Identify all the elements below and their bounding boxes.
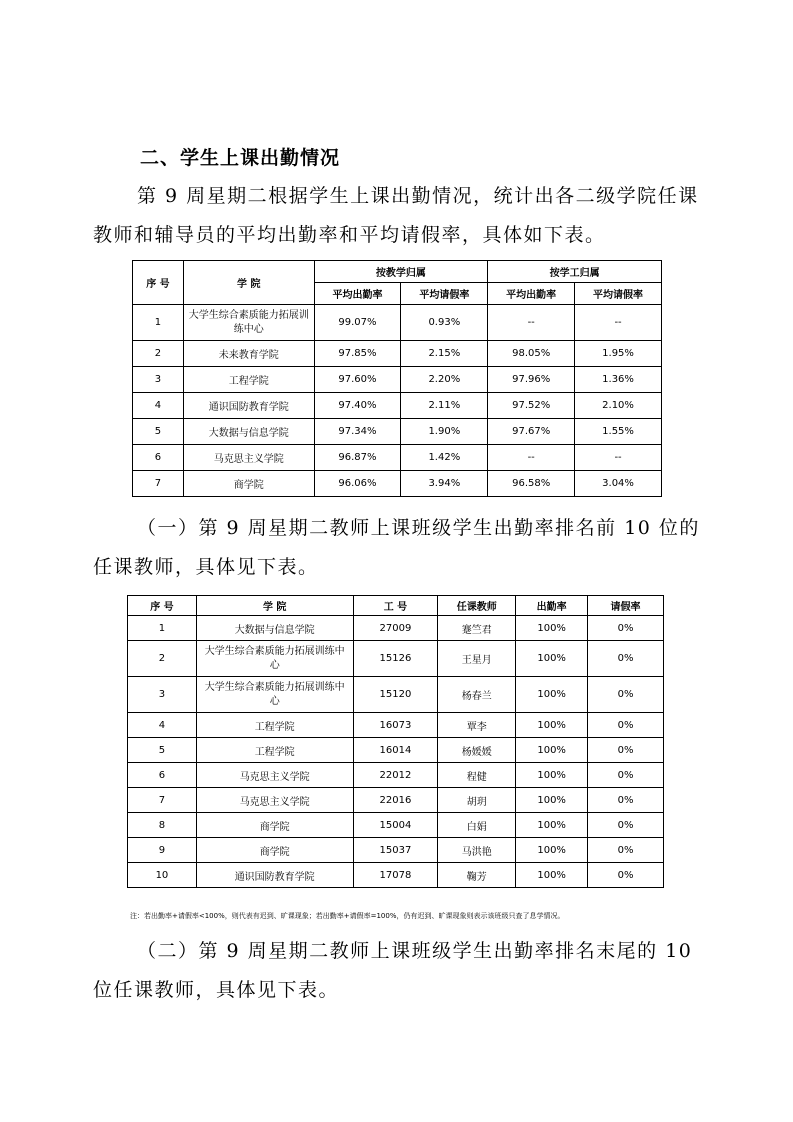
table-row [133,305,662,341]
header-college: 学 院 [196,596,353,616]
paragraph-bottom10: （二）第 9 周星期二教师上课班级学生出勤率排名末尾的 10 位任课教师，具体见下表。 [93,940,693,1001]
cell-leave: 0% [588,641,664,677]
cell-teaching-attendance: 97.85% [314,341,401,367]
cell-college: 工程学院 [196,713,353,738]
cell-college: 大学生综合素质能力拓展训练中心 [196,641,353,677]
cell-staff-id: 15004 [353,813,438,838]
cell-attendance: 100% [516,616,588,641]
cell-teaching-leave: 1.90% [401,419,488,445]
cell-attendance: 100% [516,838,588,863]
cell-teacher: 杨媛媛 [438,738,516,763]
cell-leave: 0% [588,616,664,641]
cell-teaching-leave: 3.94% [401,471,488,497]
cell-no: 10 [128,863,197,888]
cell-student-leave: 1.36% [575,367,662,393]
cell-student-leave: 3.04% [575,471,662,497]
cell-student-attendance: 97.52% [488,393,575,419]
college-attendance-table [132,260,662,497]
cell-teaching-leave: 2.11% [401,393,488,419]
cell-leave: 0% [588,813,664,838]
cell-staff-id: 15120 [353,677,438,713]
cell-college: 大学生综合素质能力拓展训练中心 [183,305,314,341]
header-staff-id: 工 号 [353,596,438,616]
table-row [128,616,664,641]
header-avg-leave: 平均请假率 [575,283,662,305]
cell-no: 6 [133,445,184,471]
cell-leave: 0% [588,788,664,813]
cell-teacher: 杨春兰 [438,677,516,713]
cell-leave: 0% [588,713,664,738]
cell-college: 未来教育学院 [183,341,314,367]
cell-college: 商学院 [183,471,314,497]
cell-college: 通识国防教育学院 [196,863,353,888]
cell-staff-id: 17078 [353,863,438,888]
cell-student-leave: 1.95% [575,341,662,367]
table-row [133,393,662,419]
cell-staff-id: 22016 [353,788,438,813]
header-attendance: 出勤率 [516,596,588,616]
table-row [128,813,664,838]
cell-teaching-attendance: 97.40% [314,393,401,419]
cell-attendance: 100% [516,677,588,713]
cell-college: 大数据与信息学院 [196,616,353,641]
cell-teaching-leave: 2.20% [401,367,488,393]
cell-teaching-attendance: 96.06% [314,471,401,497]
cell-no: 4 [133,393,184,419]
header-avg-attendance: 平均出勤率 [488,283,575,305]
paragraph-intro: 第 9 周星期二根据学生上课出勤情况，统计出各二级学院任课教师和辅导员的平均出勤率和平均请假率，具体如下表。 [93,185,699,246]
cell-staff-id: 15126 [353,641,438,677]
table-row [128,763,664,788]
cell-no: 7 [128,788,197,813]
cell-attendance: 100% [516,738,588,763]
cell-no: 7 [133,471,184,497]
cell-no: 9 [128,838,197,863]
cell-student-leave: -- [575,305,662,341]
header-no: 序 号 [128,596,197,616]
table-row [133,445,662,471]
table-row [128,863,664,888]
table-row [128,677,664,713]
table-row [133,419,662,445]
cell-staff-id: 16014 [353,738,438,763]
cell-attendance: 100% [516,713,588,738]
cell-attendance: 100% [516,863,588,888]
cell-teacher: 程健 [438,763,516,788]
cell-student-attendance: 97.67% [488,419,575,445]
cell-student-attendance: 98.05% [488,341,575,367]
cell-teaching-attendance: 97.34% [314,419,401,445]
cell-attendance: 100% [516,813,588,838]
cell-college: 通识国防教育学院 [183,393,314,419]
table-row [128,738,664,763]
cell-teaching-leave: 0.93% [401,305,488,341]
cell-teacher: 马洪艳 [438,838,516,863]
cell-leave: 0% [588,838,664,863]
header-teacher: 任课教师 [438,596,516,616]
cell-attendance: 100% [516,763,588,788]
cell-college: 大学生综合素质能力拓展训练中心 [196,677,353,713]
cell-college: 大数据与信息学院 [183,419,314,445]
header-leave: 请假率 [588,596,664,616]
header-avg-leave: 平均请假率 [401,283,488,305]
cell-leave: 0% [588,677,664,713]
cell-no: 1 [128,616,197,641]
cell-staff-id: 15037 [353,838,438,863]
cell-teaching-attendance: 99.07% [314,305,401,341]
cell-no: 2 [128,641,197,677]
cell-teacher: 王星月 [438,641,516,677]
cell-teaching-leave: 2.15% [401,341,488,367]
cell-student-leave: 2.10% [575,393,662,419]
header-group-student: 按学工归属 [488,261,662,283]
cell-student-attendance: -- [488,445,575,471]
cell-leave: 0% [588,763,664,788]
paragraph-top10: （一）第 9 周星期二教师上课班级学生出勤率排名前 10 位的任课教师，具体见下表。 [93,517,700,578]
cell-college: 工程学院 [196,738,353,763]
header-avg-attendance: 平均出勤率 [314,283,401,305]
section-heading: 二、学生上课出勤情况 [140,147,341,169]
cell-student-attendance: 97.96% [488,367,575,393]
cell-college: 商学院 [196,838,353,863]
cell-teacher: 覃李 [438,713,516,738]
cell-student-attendance: 96.58% [488,471,575,497]
cell-student-attendance: -- [488,305,575,341]
cell-staff-id: 22012 [353,763,438,788]
cell-teacher: 胡玥 [438,788,516,813]
cell-teacher: 鞠芳 [438,863,516,888]
cell-teaching-attendance: 96.87% [314,445,401,471]
cell-college: 工程学院 [183,367,314,393]
cell-no: 3 [128,677,197,713]
table-row [133,471,662,497]
cell-leave: 0% [588,863,664,888]
header-college: 学 院 [183,261,314,305]
cell-no: 1 [133,305,184,341]
cell-no: 2 [133,341,184,367]
table-row [128,641,664,677]
cell-no: 3 [133,367,184,393]
cell-student-leave: 1.55% [575,419,662,445]
cell-no: 5 [133,419,184,445]
cell-teaching-leave: 1.42% [401,445,488,471]
table-row [128,838,664,863]
cell-teaching-attendance: 97.60% [314,367,401,393]
cell-no: 8 [128,813,197,838]
table-row [128,713,664,738]
cell-college: 马克思主义学院 [196,763,353,788]
table-row [133,367,662,393]
cell-attendance: 100% [516,641,588,677]
table-footnote: 注：若出勤率+请假率<100%，则代表有迟到、旷课现象；若出勤率+请假率=100%，仍有迟到、旷课现象则表示该班级只查了息学情况。 [130,912,565,920]
cell-staff-id: 27009 [353,616,438,641]
cell-attendance: 100% [516,788,588,813]
cell-teacher: 蹇竺君 [438,616,516,641]
cell-college: 马克思主义学院 [196,788,353,813]
cell-student-leave: -- [575,445,662,471]
table-row [128,788,664,813]
header-group-teaching: 按教学归属 [314,261,488,283]
top10-teachers-table [127,595,664,888]
header-no: 序 号 [133,261,184,305]
cell-leave: 0% [588,738,664,763]
cell-no: 4 [128,713,197,738]
table-row [133,341,662,367]
cell-teacher: 白娟 [438,813,516,838]
cell-no: 6 [128,763,197,788]
cell-no: 5 [128,738,197,763]
cell-college: 商学院 [196,813,353,838]
cell-staff-id: 16073 [353,713,438,738]
cell-college: 马克思主义学院 [183,445,314,471]
